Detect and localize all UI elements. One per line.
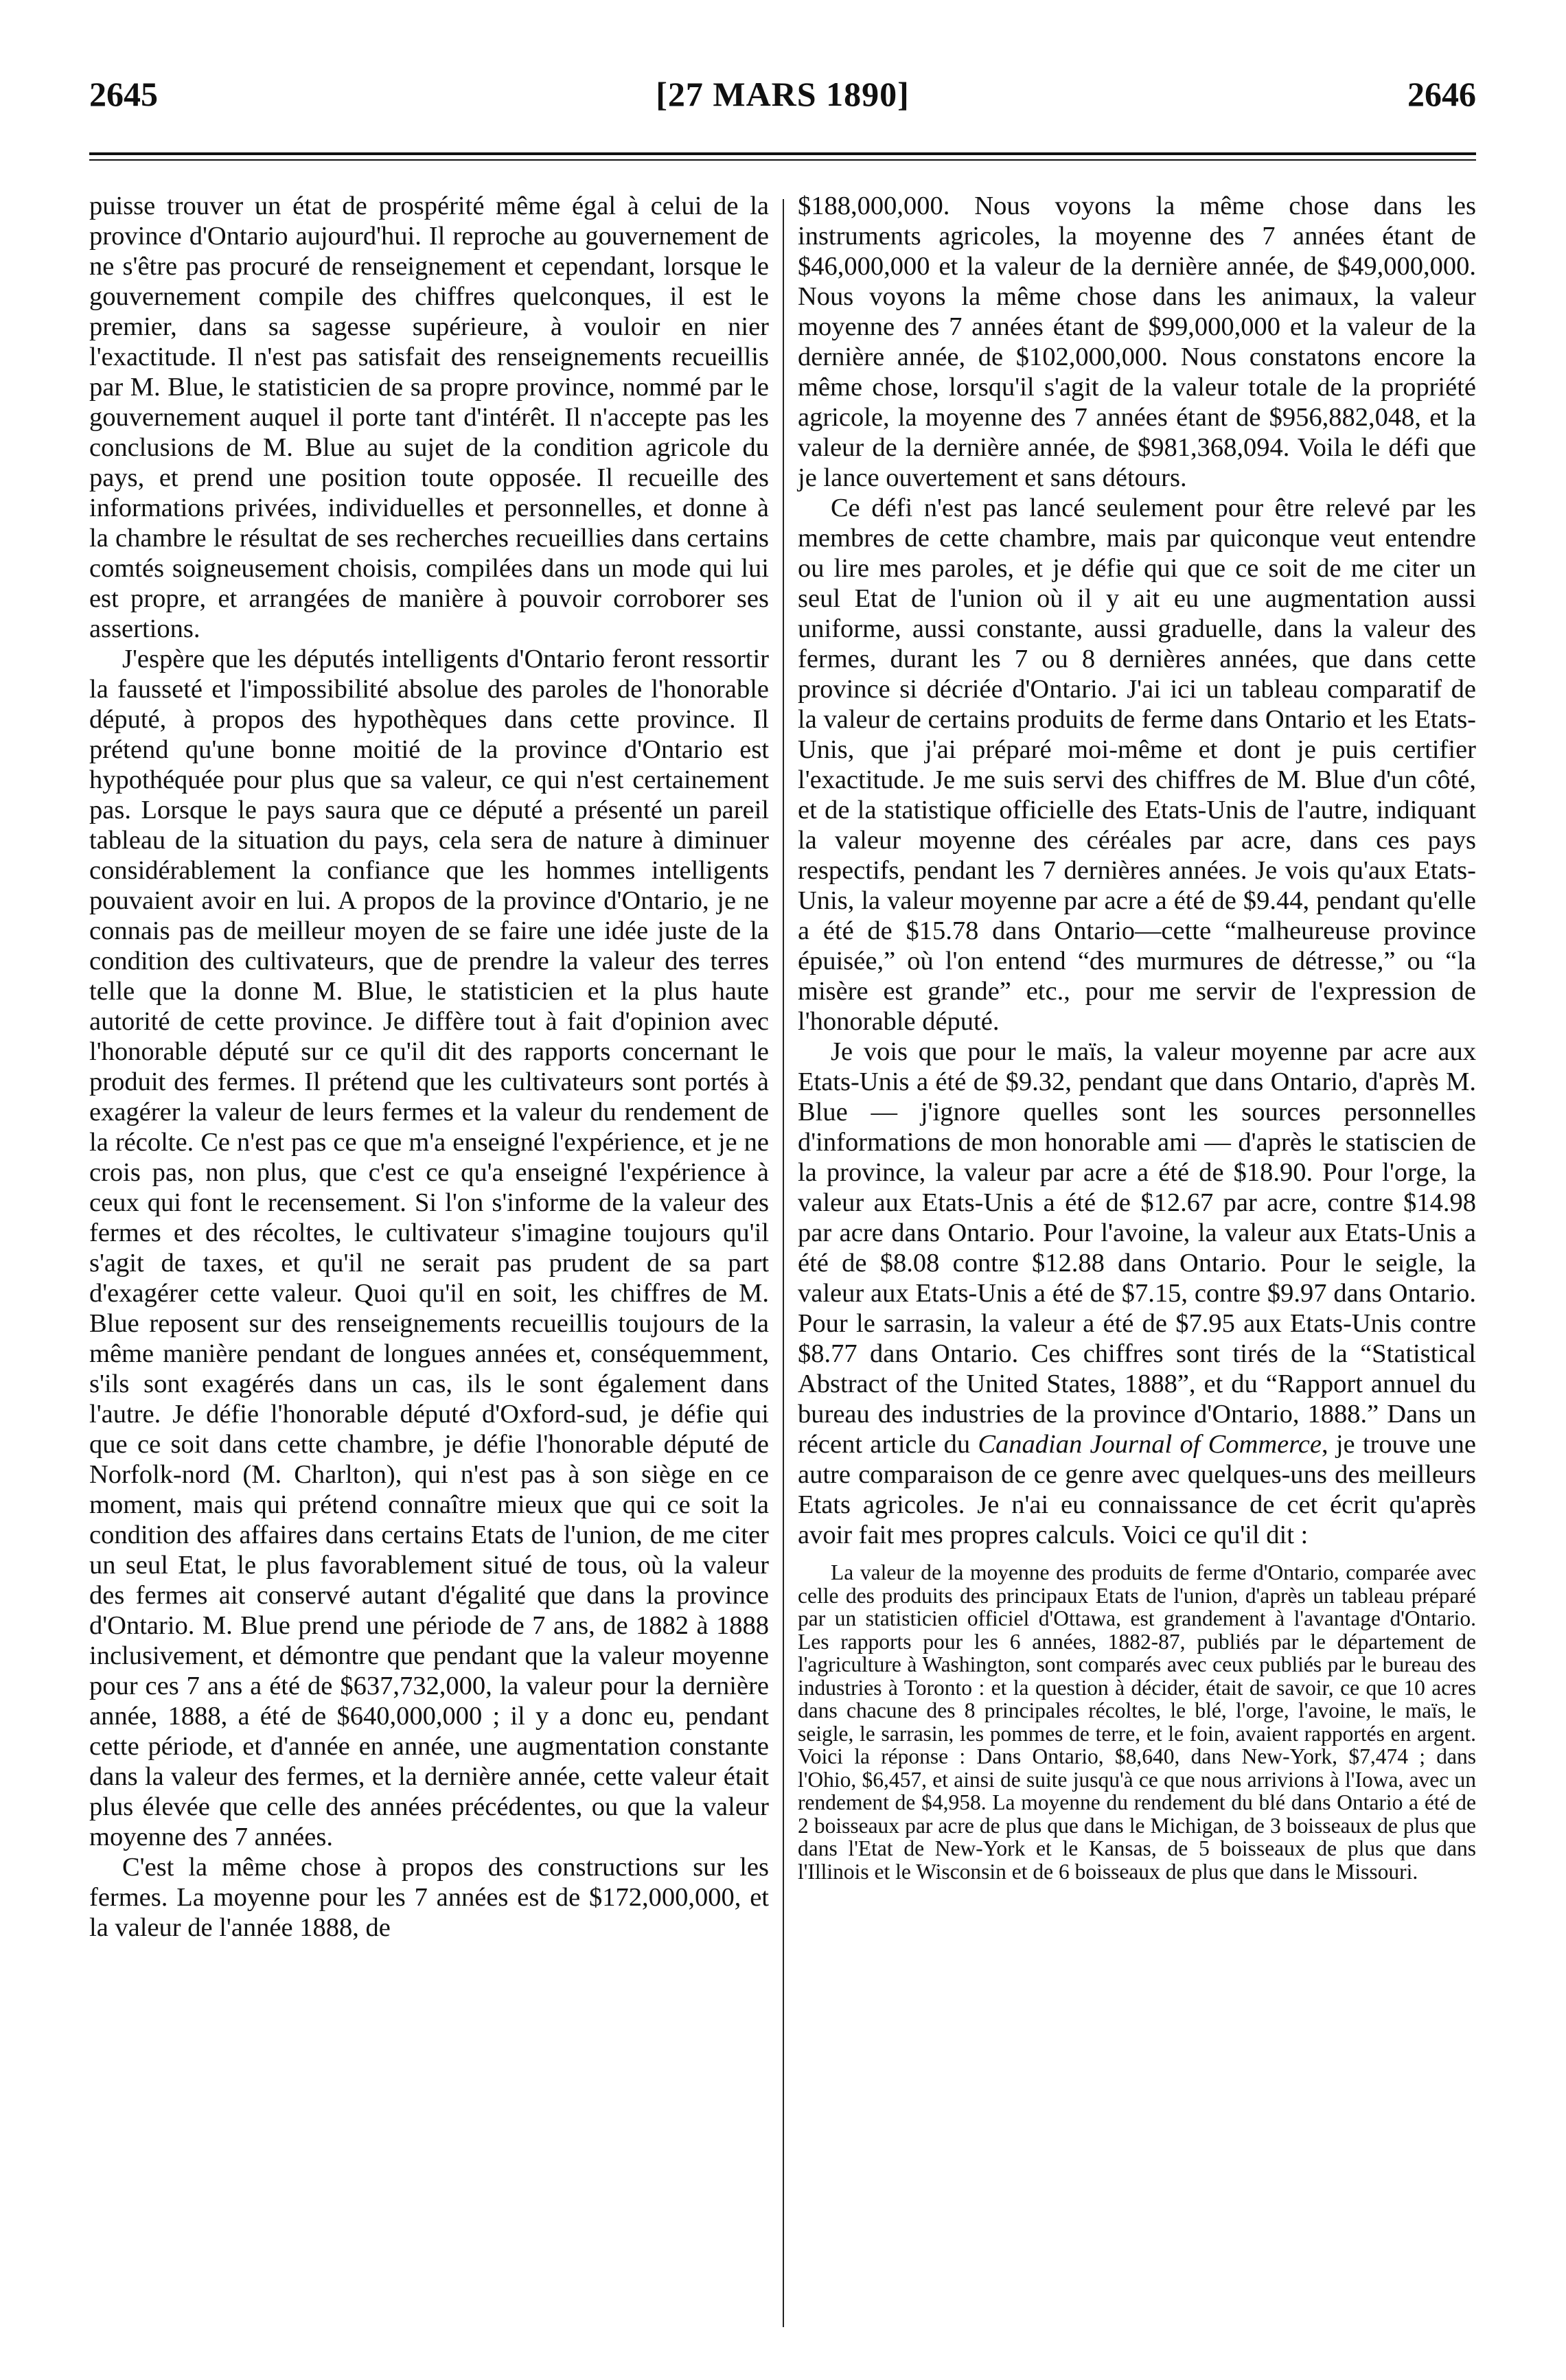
left-paragraph-3: C'est la même chose à propos des constructions sur les fermes. La moyenne pour les 7 années est de $172,000,000, et la valeur de l'année 1888, de	[89, 1853, 769, 1942]
right-paragraph-3	[798, 1037, 1476, 1550]
left-column	[89, 191, 769, 1943]
right-column	[798, 191, 1476, 1883]
header-rule-thin	[89, 159, 1476, 161]
quoted-excerpt: La valeur de la moyenne des produits de ferme d'Ontario, comparée avec celle des produits des principaux Etats de l'union, d'après un tableau préparé par un statisticien officiel d'Ottawa, est grandement à l'avantage d'Ontario. Les rapports pour les 6 années, 1882-87, publiés par le département de l'agriculture à Washington, sont comparés avec ceux publiés par le bureau des industries à Toronto : et la question à décider, était de savoir, ce que 10 acres dans chacune des 8 principales récoltes, le blé, l'orge, l'avoine, le maïs, le seigle, le sarrasin, les pommes de terre, et le foin, avaient rapportés en argent. Voici la réponse : Dans Ontario, $8,640, dans New-York, $7,474 ; dans l'Ohio, $6,457, et ainsi de suite jusqu'à ce que nous arrivions à l'Iowa, avec un rendement de $4,958. La moyenne du rendement du blé dans Ontario a été de 2 boisseaux par acre de plus que dans le Michigan, de 3 boisseaux de plus que dans l'Etat de New-York et le Kansas, de 5 boisseaux de plus que dans l'Illinois et le Wisconsin et de 6 boisseaux de plus que dans le Missouri.	[798, 1560, 1476, 1884]
right-paragraph-3-text-b: , je trouve une autre comparaison de ce genre avec quelques-uns des meilleurs Etats agricoles. Je n'ai eu connaissance de cet écrit qu'après avoir fait mes propres calculs. Voici ce qu'il dit :	[798, 1430, 1476, 1549]
right-paragraph-1: $188,000,000. Nous voyons la même chose dans les instruments agricoles, la moyenne des 7 années étant de $46,000,000 et la valeur de la dernière année, de $49,000,000. Nous voyons la même chose dans les animaux, la valeur moyenne des 7 années étant de $99,000,000 et la valeur de la dernière année, de $102,000,000. Nous constatons encore la même chose, lorsqu'il s'agit de la valeur totale de la propriété agricole, la moyenne des 7 années étant de $956,882,048, et la valeur de la dernière année, de $981,368,094. Voila le défi que je lance ouvertement et sans détours.	[798, 192, 1476, 492]
column-divider	[783, 199, 784, 2327]
page-number-left: 2645	[89, 75, 158, 113]
left-paragraph-1: puisse trouver un état de prospérité même égal à celui de la province d'Ontario aujourd'hui. Il reproche au gouvernement de ne s'être pas procuré de renseignement et cependant, lorsque le gouvernement compile des chiffres quelconques, il est le premier, dans sa sagesse supérieure, à vouloir en nier l'exactitude. Il n'est pas satisfait des renseignements recueillis par M. Blue, le statisticien de sa propre province, nommé par le gouvernement auquel il porte tant d'intérêt. Il n'accepte pas les conclusions de M. Blue au sujet de la condition agricole du pays, et prend une position toute opposée. Il recueille des informations privées, individuelles et personnelles, et donne à la chambre le résultat de ses recherches recueillies dans certains comtés soigneusement choisis, compilées dans un mode qui lui est propre, et arrangées de manière à pouvoir corroborer ses assertions.	[89, 192, 769, 643]
journal-title: Canadian Journal of Commerce	[978, 1430, 1322, 1459]
page-header	[89, 74, 1476, 122]
right-paragraph-3-text-a: Je vois que pour le maïs, la valeur moyenne par acre aux Etats-Unis a été de $9.32, pendant que dans Ontario, d'après M. Blue — j'ignore quelles sont les sources personnelles d'informations de mon honorable ami — d'après le statiscien de la province, la valeur par acre a été de $18.90. Pour l'orge, la valeur aux Etats-Unis a été de $12.67 par acre, contre $14.98 par acre dans Ontario. Pour l'avoine, la valeur aux Etats-Unis a été de $8.08 contre $12.88 dans Ontario. Pour le seigle, la valeur aux Etats-Unis a été de $7.15, contre $9.97 dans Ontario. Pour le sarrasin, la valeur a été de $7.95 aux Etats-Unis contre $8.77 dans Ontario. Ces chiffres sont tirés de la “Statistical Abstract of the United States, 1888”, et du “Rapport annuel du bureau des industries de la province d'Ontario, 1888.” Dans un récent article du	[798, 1037, 1476, 1459]
header-date: [27 MARS 1890]	[656, 75, 910, 113]
right-paragraph-2: Ce défi n'est pas lancé seulement pour être relevé par les membres de cette chambre, mais par quiconque veut entendre ou lire mes paroles, et je défie qui que ce soit de me citer un seul Etat de l'union où il y ait eu une augmentation aussi uniforme, aussi constante, aussi graduelle, dans la valeur des fermes, durant les 7 ou 8 dernières années, que dans cette province si décriée d'Ontario. J'ai ici un tableau comparatif de la valeur de certains produits de ferme dans Ontario et les Etats-Unis, que j'ai préparé moi-même et dont je puis certifier l'exactitude. Je me suis servi des chiffres de M. Blue d'un côté, et de la statistique officielle des Etats-Unis de l'autre, indiquant la valeur moyenne des céréales par acre, dans ces pays respectifs, pendant les 7 dernières années. Je vois qu'aux Etats-Unis, la valeur moyenne par acre a été de $9.44, pendant qu'elle a été de $15.78 dans Ontario—cette “malheureuse province épuisée,” où l'on entend “des murmures de détresse,” ou “la misère est grande” etc., pour me servir de l'expression de l'honorable député.	[798, 494, 1476, 1036]
page-number-right: 2646	[1407, 75, 1476, 113]
left-paragraph-2: J'espère que les députés intelligents d'Ontario feront ressortir la fausseté et l'impossibilité absolue des paroles de l'honorable député, à propos des hypothèques dans cette province. Il prétend qu'une bonne moitié de la province d'Ontario est hypothéquée pour plus que sa valeur, ce qui n'est certainement pas. Lorsque le pays saura que ce député a présenté un pareil tableau de la situation du pays, cela sera de nature à diminuer considérablement la confiance que les hommes intelligents pouvaient avoir en lui. A propos de la province d'Ontario, je ne connais pas de meilleur moyen de se faire une idée juste de la condition des cultivateurs, que de prendre la valeur des terres telle que la donne M. Blue, le statisticien et la plus haute autorité de cette province. Je diffère tout à fait d'opinion avec l'honorable député sur ce qu'il dit des rapports concernant le produit des fermes. Il prétend que les cultivateurs sont portés à exagérer la valeur de leurs fermes et la valeur du rendement de la récolte. Ce n'est pas ce que m'a enseigné l'expérience, et je ne crois pas, non plus, que c'est ce qu'a enseigné l'expérience à ceux qui font le recensement. Si l'on s'informe de la valeur des fermes et des récoltes, le cultivateur s'imagine toujours qu'il s'agit de taxes, et qu'il ne serait pas prudent de sa part d'exagérer cette valeur. Quoi qu'il en soit, les chiffres de M. Blue reposent sur des renseignements recueillis toujours de la même manière pendant de longues années et, conséquemment, s'ils sont exagérés dans un cas, ils le sont également dans l'autre. Je défie l'honorable député d'Oxford-sud, je défie qui que ce soit dans cette chambre, je défie l'honorable député de Norfolk-nord (M. Charlton), qui n'est pas à son siège en ce moment, mais qui prétend connaître mieux que qui ce soit la condition des affaires dans certains Etats de l'union, de me citer un seul Etat, le plus favorablement situé de tous, où la valeur des fermes ait conservé autant d'égalité que dans la province d'Ontario. M. Blue prend une période de 7 ans, de 1882 à 1888 inclusivement, et démontre que pendant que la valeur moyenne pour ces 7 ans a été de $637,732,000, la valeur pour la dernière année, 1888, a été de $640,000,000 ; il y a donc eu, pendant cette période, et d'année en année, une augmentation constante dans la valeur des fermes, et la dernière année, cette valeur était plus élevée que celle des années précédentes, ou que la valeur moyenne des 7 années.	[89, 645, 769, 1851]
header-rule-thick	[89, 152, 1476, 155]
